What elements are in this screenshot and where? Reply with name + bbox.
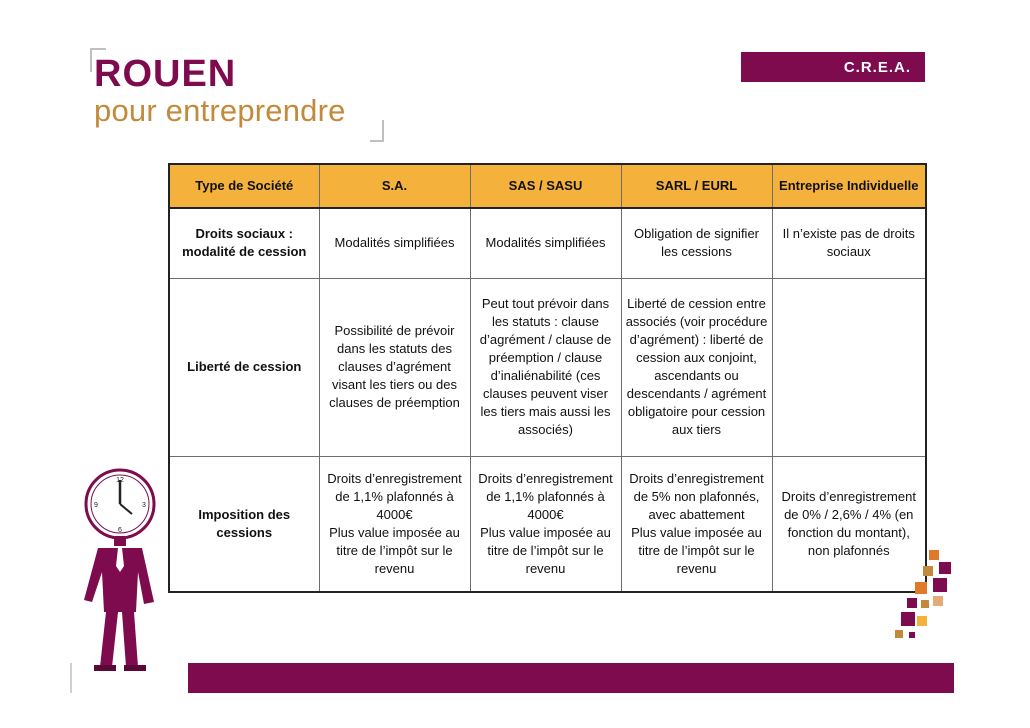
clock-head-figure-icon [80, 462, 180, 672]
table-cell: Possibilité de prévoir dans les statuts des clauses d’agrément visant les tiers ou des clauses de préemption [319, 278, 470, 456]
crea-badge-text: C.R.E.A. [843, 58, 911, 76]
logo-line-2: pour entreprendre [94, 93, 346, 128]
table-cell [621, 456, 772, 592]
cell-part: Plus value imposée au titre de l’impôt sur le revenu [329, 524, 460, 576]
comparison-table [168, 163, 927, 593]
row-label: Liberté de cession [169, 278, 319, 456]
table-cell: Obligation de signifier les cessions [621, 208, 772, 278]
table-cell: Modalités simplifiées [470, 208, 621, 278]
header-type: Type de Société [169, 164, 319, 208]
cell-part: Droits d’enregistrement de 1,1% plafonnés à 4000€ [478, 470, 613, 522]
svg-text:12: 12 [116, 477, 124, 484]
svg-text:3: 3 [142, 502, 146, 509]
cell-part: Droits d’enregistrement de 5% non plafonnés, avec abattement [629, 470, 764, 522]
table-header-row [169, 164, 926, 208]
table-cell: Modalités simplifiées [319, 208, 470, 278]
cell-part: Droits d’enregistrement de 1,1% plafonnés à 4000€ [327, 470, 462, 522]
table-cell [470, 456, 621, 592]
header-sas: SAS / SASU [470, 164, 621, 208]
table-cell [772, 278, 926, 456]
footer-divider [70, 663, 72, 693]
table-row [169, 456, 926, 592]
header-sa: S.A. [319, 164, 470, 208]
row-label: Imposition des cessions [169, 456, 319, 592]
crea-badge [741, 52, 925, 82]
table-cell: Peut tout prévoir dans les statuts : clause d’agrément / clause de préemption / clause d’inaliénabilité (ces clauses peuvent viser les tiers mais aussi les associés) [470, 278, 621, 456]
table-row [169, 208, 926, 278]
header-sarl: SARL / EURL [621, 164, 772, 208]
header-ei: Entreprise Individuelle [772, 164, 926, 208]
row-label: Droits sociaux : modalité de cession [169, 208, 319, 278]
table-cell: Liberté de cession entre associés (voir procédure d’agrément) : liberté de cession aux conjoint, ascendants ou descendants / agrément obligatoire pour cession aux tiers [621, 278, 772, 456]
svg-text:9: 9 [94, 502, 98, 509]
logo-line-1: ROUEN [94, 53, 237, 95]
pixel-squares-icon [893, 548, 953, 648]
table-cell [319, 456, 470, 592]
cell-part: Droits d’enregistrement de 0% / 2,6% / 4% (en fonction du montant), non plafonnés [781, 488, 916, 558]
footer-bar [188, 663, 954, 693]
table-row [169, 278, 926, 456]
logo-bracket-icon [370, 120, 384, 142]
table-cell: Il n’existe pas de droits sociaux [772, 208, 926, 278]
svg-text:6: 6 [118, 527, 122, 534]
cell-part: Plus value imposée au titre de l’impôt sur le revenu [480, 524, 611, 576]
cell-part: Plus value imposée au titre de l’impôt sur le revenu [631, 524, 762, 576]
brand-logo [90, 48, 390, 133]
